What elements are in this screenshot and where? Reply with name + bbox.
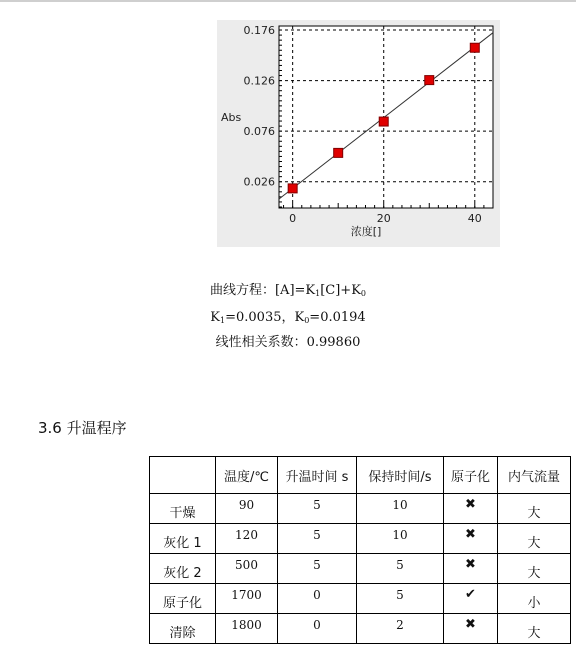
flow-value: 大: [527, 626, 541, 641]
data-point: [288, 184, 297, 193]
chart-canvas: [217, 20, 500, 247]
header-cell: 升温时间 s: [278, 457, 357, 494]
table-row: [150, 584, 571, 614]
hold-value: 5: [396, 558, 404, 572]
flow-cell: [498, 554, 571, 584]
ramp-cell: [278, 554, 357, 584]
data-point: [425, 76, 434, 85]
step-label: 干燥: [169, 506, 196, 521]
temp-cell: [216, 614, 278, 644]
ramp-cell: [278, 494, 357, 524]
y-tick-label: 0.126: [243, 74, 275, 88]
atomize-cell: [444, 494, 498, 524]
x-tick-label: 40: [467, 212, 482, 225]
cross-icon: ✖: [465, 617, 476, 632]
y-tick-label: 0.026: [243, 175, 275, 189]
atomize-cell: [444, 614, 498, 644]
temp-cell: [216, 554, 278, 584]
temp-cell: [216, 494, 278, 524]
flow-value: 小: [527, 596, 541, 611]
data-point: [470, 43, 479, 52]
atomize-cell: [444, 584, 498, 614]
table-row: [150, 524, 571, 554]
k1-value: =0.0035，K: [225, 310, 305, 325]
hold-cell: [357, 494, 444, 524]
data-point: [379, 117, 388, 126]
flow-value: 大: [527, 566, 541, 581]
flow-value: 大: [527, 536, 541, 551]
step-cell: [150, 584, 216, 614]
step-cell: [150, 494, 216, 524]
flow-cell: [498, 524, 571, 554]
table-header-row: [150, 457, 571, 494]
hold-cell: [357, 584, 444, 614]
step-label: 原子化: [162, 596, 202, 611]
check-icon: ✔: [465, 587, 476, 602]
ramp-value: 0: [313, 588, 321, 602]
k1-sub: 1: [220, 316, 226, 325]
equation-text: [C]+K: [320, 283, 361, 298]
y-tick-label: 0.076: [243, 125, 275, 139]
chart-svg: [217, 20, 500, 247]
top-divider: [0, 0, 576, 2]
header-cell: 温度/℃: [216, 457, 278, 494]
temperature-program-table: [149, 456, 571, 644]
calibration-chart: [217, 20, 500, 247]
table-row: [150, 494, 571, 524]
ramp-cell: [278, 524, 357, 554]
header-cell: 保持时间/s: [357, 457, 444, 494]
hold-cell: [357, 614, 444, 644]
coefficients: [0, 306, 576, 325]
equation-text: 曲线方程：[A]=K: [209, 283, 316, 298]
flow-cell: [498, 614, 571, 644]
ramp-cell: [278, 614, 357, 644]
cross-icon: ✖: [465, 527, 476, 542]
flow-cell: [498, 584, 571, 614]
section-heading: 3.6 升温程序: [38, 419, 127, 437]
header-cell: 原子化: [444, 457, 498, 494]
header-cell: 内气流量: [498, 457, 571, 494]
temp-value: 120: [235, 528, 258, 542]
ramp-value: 5: [313, 498, 321, 512]
step-cell: [150, 554, 216, 584]
hold-cell: [357, 524, 444, 554]
cross-icon: ✖: [465, 497, 476, 512]
temp-cell: [216, 524, 278, 554]
temp-value: 500: [235, 558, 258, 572]
ramp-value: 5: [313, 528, 321, 542]
temp-value: 1800: [231, 618, 262, 632]
step-label: 清除: [169, 626, 196, 641]
k0-value: =0.0194: [309, 310, 366, 325]
equation-sub: 0: [360, 289, 367, 298]
step-cell: [150, 614, 216, 644]
header-cell: [150, 457, 216, 494]
flow-cell: [498, 494, 571, 524]
hold-value: 2: [396, 618, 404, 632]
atomize-cell: [444, 554, 498, 584]
ramp-value: 5: [313, 558, 321, 572]
flow-value: 大: [527, 506, 541, 521]
hold-cell: [357, 554, 444, 584]
ramp-value: 0: [313, 618, 321, 632]
atomize-cell: [444, 524, 498, 554]
temp-cell: [216, 584, 278, 614]
curve-equation: [0, 279, 576, 298]
cross-icon: ✖: [465, 557, 476, 572]
y-axis-title: Abs: [221, 111, 242, 124]
x-axis-title: 浓度[]: [350, 225, 382, 238]
hold-value: 10: [392, 528, 408, 542]
k0-sub: 0: [304, 316, 310, 325]
step-cell: [150, 524, 216, 554]
ramp-cell: [278, 584, 357, 614]
hold-value: 10: [392, 498, 408, 512]
temp-value: 1700: [231, 588, 262, 602]
equation-sub: 1: [315, 289, 321, 298]
hold-value: 5: [396, 588, 404, 602]
k1-label: K: [210, 310, 221, 325]
x-tick-label: 20: [376, 212, 391, 225]
correlation-coefficient: 线性相关系数：0.99860: [215, 335, 361, 350]
x-tick-label: 0: [289, 212, 297, 225]
data-point: [334, 148, 343, 157]
temp-value: 90: [238, 498, 255, 512]
step-label: 灰化 1: [163, 536, 202, 551]
table-row: [150, 554, 571, 584]
step-label: 灰化 2: [163, 566, 202, 581]
table-row: [150, 614, 571, 644]
y-tick-label: 0.176: [243, 24, 275, 38]
